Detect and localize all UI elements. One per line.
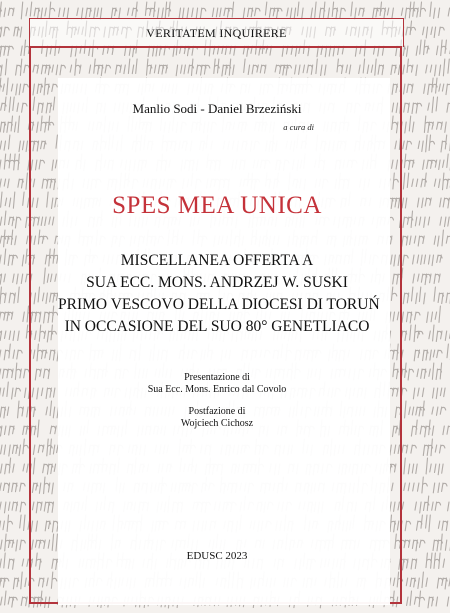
editors-note: a cura di — [283, 122, 314, 132]
series-label: VERITATEM INQUIRERE — [146, 26, 287, 40]
postface-label: Postfazione di — [188, 406, 246, 417]
subtitle-line: SUA ECC. MONS. ANDRZEJ W. SUSKI — [86, 274, 348, 291]
book-title: SPES MEA UNICA — [112, 192, 322, 219]
postface-credit — [58, 406, 376, 430]
series-box — [29, 18, 404, 47]
subtitle-line: MISCELLANEA OFFERTA A — [120, 252, 314, 269]
title-panel — [58, 78, 390, 605]
book-subtitle — [58, 250, 380, 338]
authors: Manlio Sodi - Daniel Brzeziński — [132, 101, 302, 116]
presentation-label: Presentazione di — [184, 372, 250, 383]
postface-name: Wojciech Cichosz — [180, 418, 254, 429]
subtitle-line: IN OCCASIONE DEL SUO 80° GENETLIACO — [64, 318, 370, 335]
credits — [58, 372, 376, 440]
presentation-credit — [58, 372, 376, 396]
subtitle-line: PRIMO VESCOVO DELLA DIOCESI DI TORUŃ — [58, 296, 380, 313]
publisher-imprint: EDUSC 2023 — [186, 550, 248, 562]
presentation-name: Sua Ecc. Mons. Enrico dal Covolo — [147, 384, 287, 395]
